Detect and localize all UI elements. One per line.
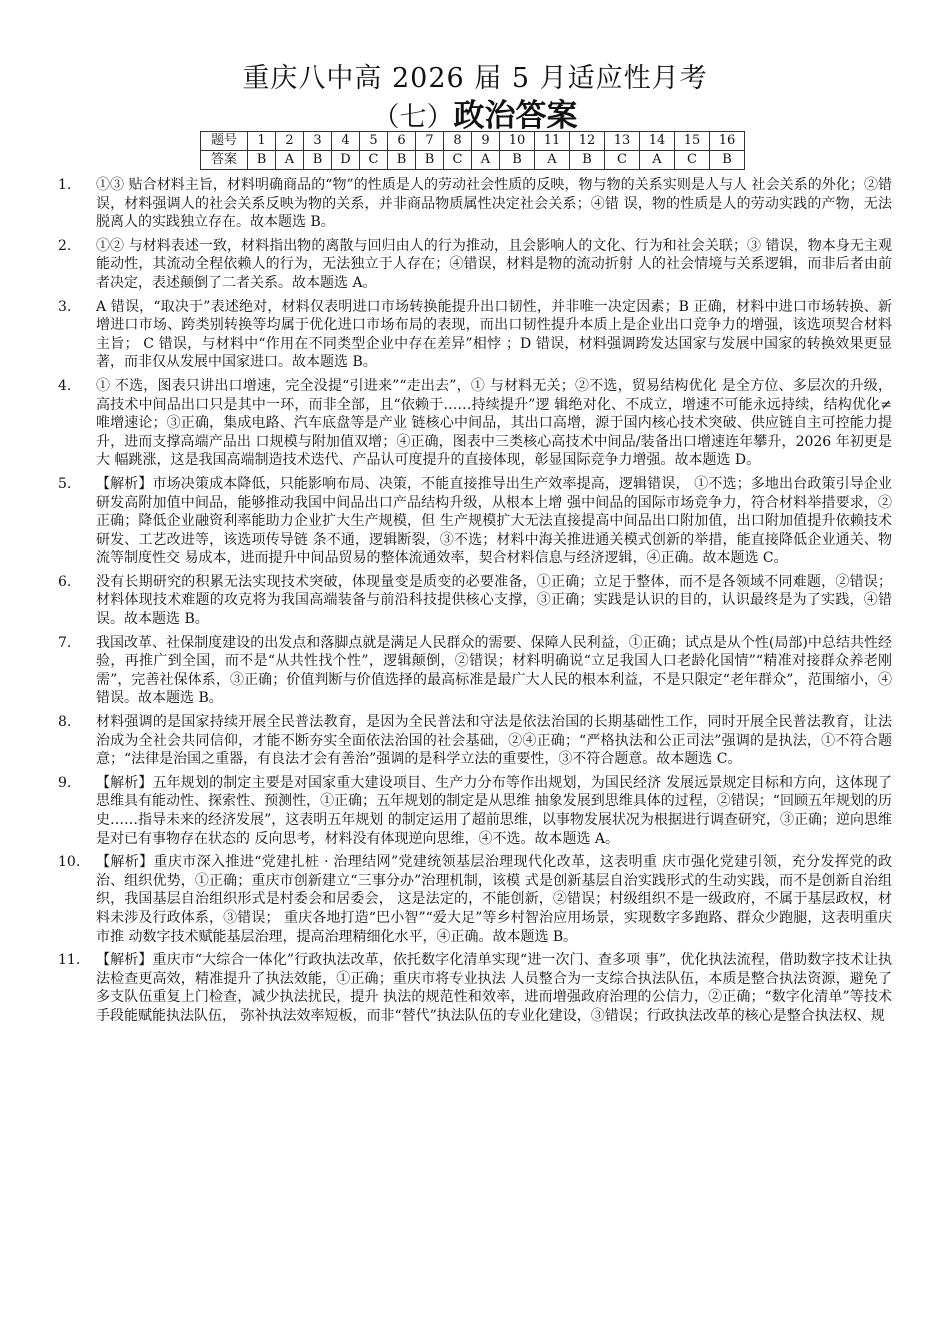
answer-cell: D: [332, 151, 360, 170]
answer-cell: A: [276, 151, 304, 170]
question-number-cell: 7: [416, 132, 444, 151]
explanation-text: 没有长期研究的积累无法实现技术突破，体现量变是质变的必要准备，①正确；立足于整体，而不是各领域不同难题，②错误；材料体现技术难题的攻克将为我国高端装备与前沿科技提供核心支撑，③正确；实践是认识的目的，认识最终是为了实践，④错误。故本题选 B。: [96, 573, 892, 628]
question-number-cell: 4: [332, 132, 360, 151]
explanation-item: [58, 377, 892, 470]
answer-cell: A: [472, 151, 500, 170]
question-number: 11.: [58, 952, 81, 969]
explanation-list: [58, 176, 892, 1031]
answer-cell: B: [570, 151, 605, 170]
question-number-cell: 10: [500, 132, 535, 151]
explanation-text: 【解析】市场决策成本降低，只能影响布局、决策，不能直接推导出生产效率提高，逻辑错误， ①不选；多地出台政策引导企业研发高附加值中间品，能够推动我国中间品出口产品结构升级，从根本上增 强中间品的国际市场竞争力，符合材料举措要求，②正确；降低企业融资利率能助力企业扩大生产规模，但 生产规模扩大无法直接提高中间品出口附加值，出口附加值提升依赖技术研发、工艺改进等，该选项传导链 条不通，逻辑断裂，③不选；材料中海关推进通关模式创新的举措，能直接降低企业通关、物流等制度性交 易成本，进而提升中间品贸易的整体流通效率，契合材料信息与经济逻辑，④正确。故本题选 C。: [96, 475, 892, 567]
explanation-item: [58, 713, 892, 769]
question-number-cell: 14: [640, 132, 675, 151]
question-number: 10.: [58, 854, 81, 871]
explanation-text: 【解析】重庆市“大综合一体化”行政执法改革，依托数字化清单实现“进一次门、查多项 事”，优化执法流程，借助数字技术让执法检查更高效，精准提升了执法效能，①正确；重庆市将专业执法 人员整合为一支综合执法队伍，本质是整合执法资源，避免了多支队伍重复上门检查，减少执法扰民，提升 执法的规范性和效率，进而增强政府治理的公信力，②正确；“数字化清单”等技术手段能赋能执法队伍， 弥补执法效率短板，而非“替代”执法队伍的专业化建设，③错误；行政执法改革的核心是整合执法权、规: [96, 952, 892, 1024]
explanation-item: [58, 475, 892, 568]
question-number: 1.: [58, 177, 72, 193]
title-main: 政治答案: [453, 98, 578, 134]
table-header-label: 答案: [201, 151, 248, 170]
answer-cell: B: [710, 151, 745, 170]
explanation-item: [58, 573, 892, 629]
answer-cell: C: [605, 151, 640, 170]
explanation-text: 材料强调的是国家持续开展全民普法教育，是因为全民普法和守法是依法治国的长期基础性工作，同时开展全民普法教育，让法治成为全社会共同信仰，才能不断夯实全面依法治国的社会基础，②④正确；“严格执法和公正司法”强调的是执法，①不符合题意；“法律是治国之重器，有良法才会有善治”强调的是科学立法的重要性，③不符合题意。故本题选 C。: [96, 714, 892, 768]
answer-cell: A: [640, 151, 675, 170]
answer-cell: B: [248, 151, 276, 170]
question-number-cell: 9: [472, 132, 500, 151]
explanation-item: [58, 176, 892, 232]
question-number-cell: 1: [248, 132, 276, 151]
answer-cell: C: [360, 151, 388, 170]
question-number: 7.: [58, 634, 72, 651]
answer-table-row-answers: [201, 151, 745, 170]
title-line-1: 重庆八中高 2026 届 5 月适应性月考: [242, 63, 708, 94]
answer-table-row-numbers: [201, 132, 745, 151]
explanation-item: [58, 237, 892, 293]
explanation-text: 【解析】五年规划的制定主要是对国家重大建设项目、生产力分布等作出规划，为国民经济 发展远景规定目标和方向，这体现了思维具有能动性、探索性、预测性，①正确；五年规划的制定是从思维 抽象发展到思维具体的过程，②错误；“回顾五年规划的历史……指导未来的经济发展”，这表明五年规划 的制定运用了超前思维，以事物发展状况为根据进行调查研究，③正确；逆向思维是对已有事物存在状态的 反向思考，材料没有体现逆向思维，④不选。故本题选 A。: [96, 774, 892, 847]
question-number-cell: 16: [710, 132, 745, 151]
question-number: 6.: [58, 573, 72, 590]
question-number: 5.: [58, 475, 72, 492]
answer-cell: A: [535, 151, 570, 170]
explanation-text: 我国改革、社保制度建设的出发点和落脚点就是满足人民群众的需要、保障人民利益，①正确；试点是从个性(局部)中总结共性经验，再推广到全国，而不是“从共性找个性”，逻辑颠倒，②错误；材料明确说“立足我国人口老龄化国情”“精准对接群众养老刚需”，完善社保体系，③正确；价值判断与价值选择的最高标准是最广大人民的根本利益，不是只限定“老年群众”，范围缩小，④错误。故本题选 B。: [96, 634, 892, 707]
question-number-cell: 3: [304, 132, 332, 151]
answer-cell: B: [500, 151, 535, 170]
page-subtitle: [0, 90, 950, 135]
question-number: 4.: [58, 377, 72, 394]
question-number-cell: 6: [388, 132, 416, 151]
explanation-text: ① 不选，图表只讲出口增速，完全没提“引进来”“走出去”，① 与材料无关；②不选，贸易结构优化 是全方位、多层次的升级，高技术中间品出口只是其中一环，而非全部，且“依赖于……持续提升”逻 辑绝对化、不成立，增速不可能永远持续，结构优化≠唯增速论；③正确，集成电路、汽车底盘等是产业 链核心中间品，其出口高增，源于国内核心技术突破、供应链自主可控能力提升，进而支撑高端产品出 口规模与附加值双增；④正确，图表中三类核心高技术中间品/装备出口增速连年攀升，2026 年初更是大 幅跳涨，这是我国高端制造技术迭代、产品认可度提升的直接体现，彰显国际竞争力增强。故本题选 D。: [96, 377, 892, 469]
question-number-cell: 12: [570, 132, 605, 151]
answer-cell: B: [416, 151, 444, 170]
answer-cell: B: [304, 151, 332, 170]
explanation-item: [58, 298, 892, 372]
answer-cell: C: [675, 151, 710, 170]
question-number: 3.: [58, 298, 72, 315]
explanation-text: ①② 与材料表述一致，材料指出物的离散与回归由人的行为推动，且会影响人的文化、行为和社会关联；③ 错误，物本身无主观能动性，其流动全程依赖人的行为，无法独立于人存在；④错误，材料是物的流动折射 人的社会情境与关系逻辑，而非后者由前者决定，表述颠倒了二者关系。故本题选 A。: [96, 237, 892, 291]
question-number: 8.: [58, 714, 72, 731]
answer-cell: B: [388, 151, 416, 170]
explanation-item: [58, 951, 892, 1025]
question-number: 2.: [58, 237, 72, 254]
title-prefix: （七）: [372, 102, 454, 133]
table-header-label: 题号: [201, 132, 248, 151]
question-number: 9.: [58, 774, 72, 791]
question-number-cell: 11: [535, 132, 570, 151]
question-number-cell: 5: [360, 132, 388, 151]
answer-cell: C: [444, 151, 472, 170]
explanation-item: [58, 774, 892, 848]
question-number-cell: 8: [444, 132, 472, 151]
explanation-item: [58, 853, 892, 946]
explanation-text: ①③ 贴合材料主旨，材料明确商品的“物”的性质是人的劳动社会性质的反映，物与物的关系实则是人与人 社会关系的外化；②错误，材料强调人的社会关系反映为物的关系，并非商品物质属性决定社会关系；④错 误，物的性质是人的劳动实践的产物，无法脱离人的实践独立存在。故本题选 B。: [96, 177, 892, 231]
question-number-cell: 15: [675, 132, 710, 151]
explanation-text: 【解析】重庆市深入推进“党建扎桩 · 治理结网”党建统领基层治理现代化改革，这表明重 庆市强化党建引领，充分发挥党的政治、组织优势，①正确；重庆市创新建立“三事分办”治理机制，该模 式是创新基层自治实践形式的生动实践，而不是创新自治组织，我国基层自治组织形式是村委会和居委会， 这是法定的，不能创新，②错误；村级组织不是一级政府，不属于基层政权，材料未涉及行政体系，③错误； 重庆各地打造“巴小智”“爱大足”等乡村智治应用场景，实现数字多跑路、群众少跑腿，这表明重庆市推 动数字技术赋能基层治理，提高治理精细化水平，④正确。故本题选 B。: [96, 854, 892, 945]
explanation-item: [58, 634, 892, 708]
question-number-cell: 2: [276, 132, 304, 151]
explanation-text: A 错误，“取决于”表述绝对，材料仅表明进口市场转换能提升出口韧性，并非唯一决定因素；B 正确，材料中进口市场转换、新增进口市场、跨类别转换等均属于优化进口市场布局的表现，而出口韧性提升本质上是企业出口竞争力的增强，该选项契合材料主旨； C 错误，与材料中“作用在不同类型企业中存在差异”相悖 ；D 错误，材料强调跨发达国家与发展中国家的转换效果更显著，而非仅从发展中国家进口。故本题选 B。: [96, 298, 892, 371]
answer-table: [200, 131, 745, 170]
question-number-cell: 13: [605, 132, 640, 151]
